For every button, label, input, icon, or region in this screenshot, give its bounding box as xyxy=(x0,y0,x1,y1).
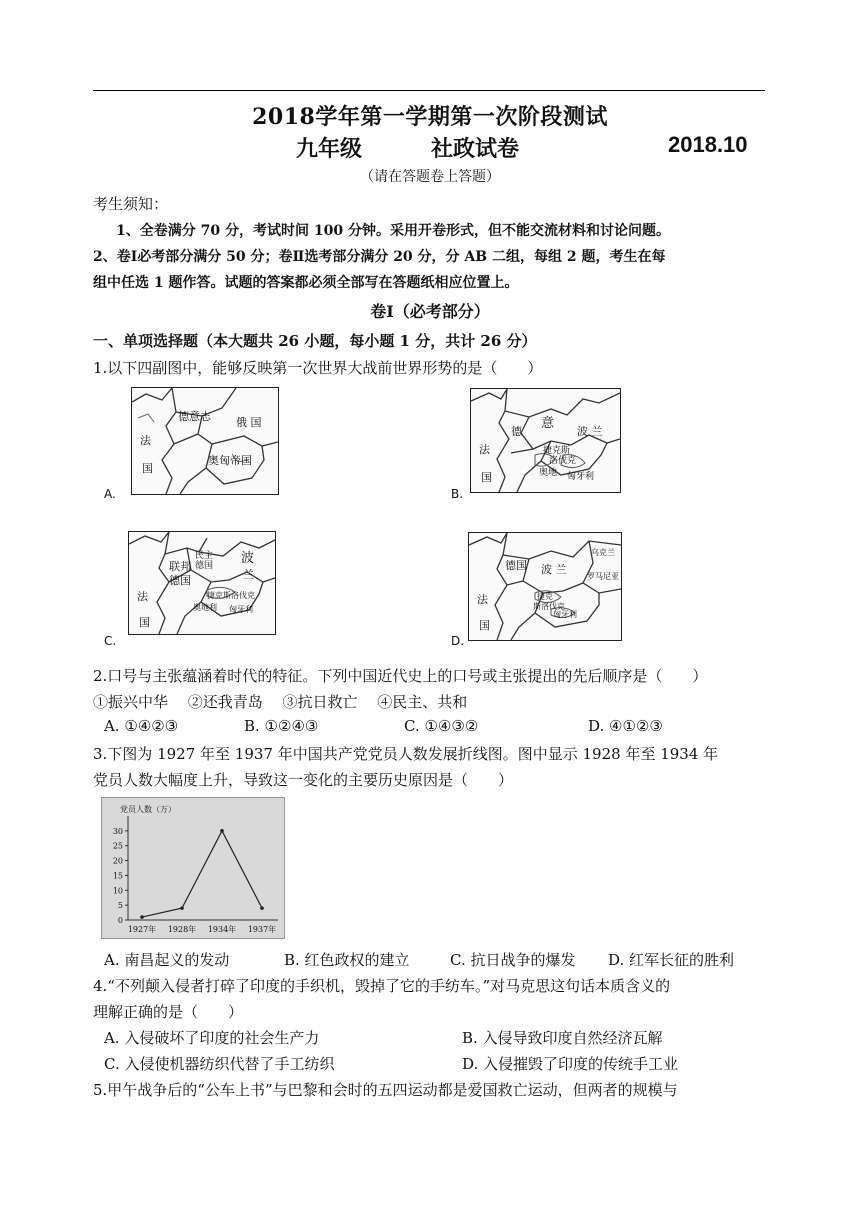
q4-option-d[interactable]: D. 入侵摧毁了印度的传统手工业 xyxy=(462,1055,679,1073)
q1-stem: 1.以下四副图中，能够反映第一次世界大战前世界形势的是（ ） xyxy=(93,359,543,377)
map-d-name: 国 xyxy=(479,619,490,632)
map-a-name: 德意志 xyxy=(178,410,211,423)
map-c-name: 法 xyxy=(137,590,148,603)
grade-label: 九年级 xyxy=(296,136,363,162)
q5-stem-1: 5.甲午战争后的“公车上书”与巴黎和会时的五四运动都是爱国救亡运动，但两者的规模与 xyxy=(93,1081,678,1099)
map-a-name: 俄 国 xyxy=(236,416,262,429)
map-b-name: 意 xyxy=(541,416,555,431)
subject-label: 社政试卷 xyxy=(431,136,520,162)
q3-option-a[interactable]: A. 南昌起义的发动 xyxy=(104,951,230,969)
chart-ytick-label: 20 xyxy=(112,856,123,866)
q3-option-c[interactable]: C. 抗日战争的爆发 xyxy=(450,951,576,969)
q4-stem-1: 4.“不列颠入侵者打碎了印度的手织机，毁掉了它的手纺车。”对马克思这句话本质含义的 xyxy=(93,977,671,995)
map-b-name: 法 xyxy=(479,443,490,456)
chart-xtick-label: 1937年 xyxy=(247,925,277,934)
map-c-name: 德国 xyxy=(195,561,214,571)
q3-stem-1: 3.下图为 1927 年至 1937 年中国共产党党员人数发展折线图。图中显示 1928 年至 1934 年 xyxy=(93,745,719,763)
chart-xtick-label: 1927年 xyxy=(127,925,157,934)
chart-series-line xyxy=(142,831,262,917)
q2-option-b[interactable]: B. ①②④③ xyxy=(244,717,319,735)
part-heading: 一、单项选择题（本大题共 26 小题，每小题 1 分，共计 26 分） xyxy=(93,332,537,350)
map-c-name: 国 xyxy=(139,616,150,629)
exam-date: 2018.10 xyxy=(668,132,748,157)
map-c-label: C. xyxy=(104,634,117,648)
map-a-name: 奥匈帝国 xyxy=(208,454,252,467)
map-b-name: 匈牙利 xyxy=(567,472,595,482)
instruction-line-1: 1、全卷满分 70 分，考试时间 100 分钟。采用开卷形式，但不能交流材料和讨论问题。 xyxy=(116,223,670,239)
chart-xtick-label: 1928年 xyxy=(167,925,197,934)
map-c-name: 联邦 xyxy=(169,560,191,573)
map-a-label: A. xyxy=(104,487,116,501)
map-b-name: 波 兰 xyxy=(577,425,603,438)
map-b-name: 德 xyxy=(511,425,522,438)
map-c-name: 匈牙利 xyxy=(229,605,253,614)
q2-option-c[interactable]: C. ①④③② xyxy=(404,717,479,735)
chart-svg xyxy=(102,798,284,938)
q4-stem-2: 理解正确的是（ ） xyxy=(93,1003,244,1021)
chart-xtick-label: 1934年 xyxy=(207,925,237,934)
q3-option-b[interactable]: B. 红色政权的建立 xyxy=(284,951,410,969)
map-a-name: 法 xyxy=(140,434,151,447)
instructions-heading: 考生须知： xyxy=(93,195,169,213)
chart-ytick-label: 15 xyxy=(112,871,123,881)
map-d-name: 捷克 xyxy=(537,592,553,601)
chart-point xyxy=(260,906,264,910)
map-c-name: 捷克斯洛伐克 xyxy=(207,591,255,600)
q4-option-b[interactable]: B. 入侵导致印度自然经济瓦解 xyxy=(462,1029,663,1047)
map-b-label: B. xyxy=(451,487,464,501)
answer-note: （请在答题卷上答题） xyxy=(360,169,500,185)
map-d-name: 斯洛伐克 xyxy=(533,602,565,611)
q2-option-d[interactable]: D. ④①②③ xyxy=(588,717,663,735)
q4-option-c[interactable]: C. 入侵使机器纺织代替了手工纺织 xyxy=(104,1055,335,1073)
map-d-name: 法 xyxy=(477,593,488,606)
map-b-name: 国 xyxy=(481,471,492,484)
map-c-name: 民主 xyxy=(195,551,214,561)
instruction-line-2: 2、卷Ⅰ必考部分满分 50 分；卷Ⅱ选考部分满分 20 分，分 AB 二组，每组 2 题，考生在每 xyxy=(93,249,666,265)
map-b-name: 洛伐克 xyxy=(549,456,577,466)
chart-point xyxy=(180,906,184,910)
exam-title: 2018学年第一学期第一次阶段测试 xyxy=(252,104,608,130)
q3-stem-2: 党员人数大幅度上升，导致这一变化的主要历史原因是（ ） xyxy=(93,771,514,789)
map-d xyxy=(468,532,622,641)
q3-option-d[interactable]: D. 红军长征的胜利 xyxy=(608,951,735,969)
map-c-name: 德国 xyxy=(169,574,191,587)
map-b-name: 捷克斯 xyxy=(543,446,571,456)
chart-ytick-label: 30 xyxy=(112,826,123,836)
party-members-chart xyxy=(101,797,285,939)
q2-stem: 2.口号与主张蕴涵着时代的特征。下列中国近代史上的口号或主张提出的先后顺序是（ ） xyxy=(93,667,708,685)
map-c-name: 波 xyxy=(241,551,255,566)
map-c-name: 奥地利 xyxy=(193,603,217,612)
chart-ytick-label: 0 xyxy=(117,916,123,925)
q4-option-a[interactable]: A. 入侵破坏了印度的社会生产力 xyxy=(104,1029,320,1047)
chart-ytick-label: 25 xyxy=(112,841,123,851)
map-b xyxy=(470,388,621,493)
map-a xyxy=(131,387,279,495)
map-d-name: 德国 xyxy=(505,559,527,572)
map-d-label: D. xyxy=(451,634,465,648)
chart-ylabel: 党员人数（万） xyxy=(120,805,176,814)
q2-option-a[interactable]: A. ①④②③ xyxy=(104,717,179,735)
map-a-name: 国 xyxy=(142,462,153,475)
section-title: 卷Ⅰ（必考部分） xyxy=(370,302,490,321)
map-b-name: 奥地 xyxy=(539,468,558,478)
map-d-name: 匈牙利 xyxy=(553,610,577,619)
map-c-name: 兰 xyxy=(243,568,254,581)
header-rule xyxy=(93,90,765,91)
map-c xyxy=(128,531,276,635)
map-d-name: 波 兰 xyxy=(541,563,567,576)
chart-point xyxy=(220,829,224,833)
instruction-line-3: 组中任选 1 题作答。试题的答案都必须全部写在答题纸相应位置上。 xyxy=(93,275,519,291)
chart-ytick-label: 10 xyxy=(112,886,123,896)
chart-point xyxy=(140,915,144,919)
map-d-name: 乌克兰 xyxy=(591,548,615,557)
chart-ytick-label: 5 xyxy=(117,901,123,911)
map-d-name: 罗马尼亚 xyxy=(587,572,619,581)
q2-items: ①振兴中华 ②还我青岛 ③抗日救亡 ④民主、共和 xyxy=(93,693,468,711)
